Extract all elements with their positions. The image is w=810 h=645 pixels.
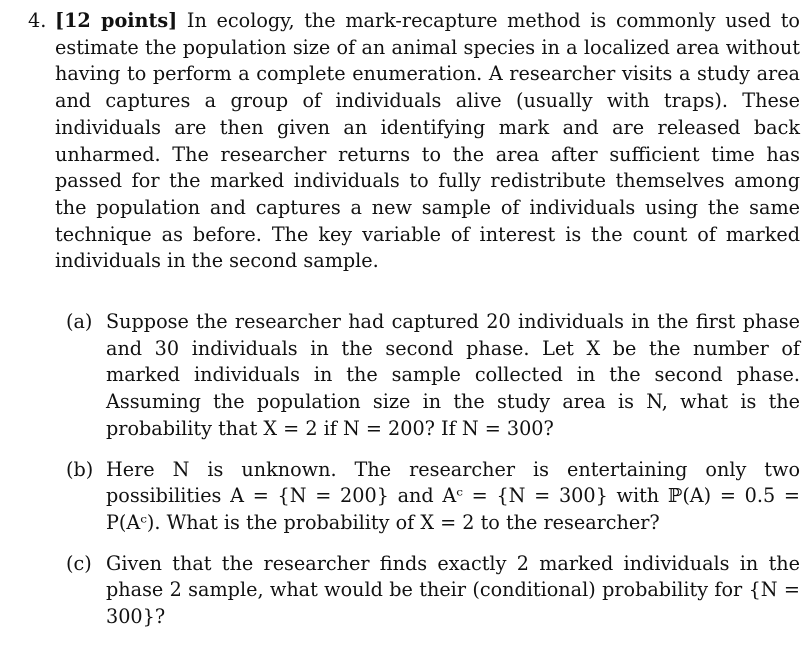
points-label: [12 points] <box>55 9 178 32</box>
subparts <box>66 309 800 645</box>
part-b-text: Here N is unknown. The researcher is entertaining only two possibilities A = {N = 200} and Aᶜ = {N = 300} with ℙ(A) = 0.5 = P(Aᶜ). What is the probability of X = 2 to the researcher? <box>106 457 800 534</box>
problem-intro <box>55 8 800 275</box>
part-c-label: (c) <box>66 551 92 575</box>
part-c-text: Given that the researcher finds exactly 2 marked individuals in the phase 2 sample, what would be their (conditional) probability for {N = 300}? <box>106 551 800 629</box>
part-a <box>66 309 800 443</box>
part-c <box>66 551 800 631</box>
part-a-text: Suppose the researcher had captured 20 individuals in the first phase and 30 individuals in the second phase. Let X be the number of marked individuals in the sample collected in the second phase. Assuming the population size in the study area is N, what is the probability that X = 2 if N = 200? If N = 300? <box>106 310 800 440</box>
problem-number: 4. <box>28 9 47 32</box>
part-a-label: (a) <box>66 310 93 333</box>
part-b <box>66 457 800 537</box>
part-b-label: (b) <box>66 457 94 481</box>
intro-text: In ecology, the mark-recapture method is commonly used to estimate the population size of an animal species in a localized area without having to perform a complete enumeration. A researcher visits a study area and captures a group of individuals alive (usually with traps). These individuals are then given an identifying mark and are released back unharmed. The researcher returns to the area after sufficient time has passed for the marked individuals to fully redistribute themselves among the population and captures a new sample of individuals using the same technique as before. The key variable of interest is the count of marked individuals in the second sample. <box>55 9 800 273</box>
